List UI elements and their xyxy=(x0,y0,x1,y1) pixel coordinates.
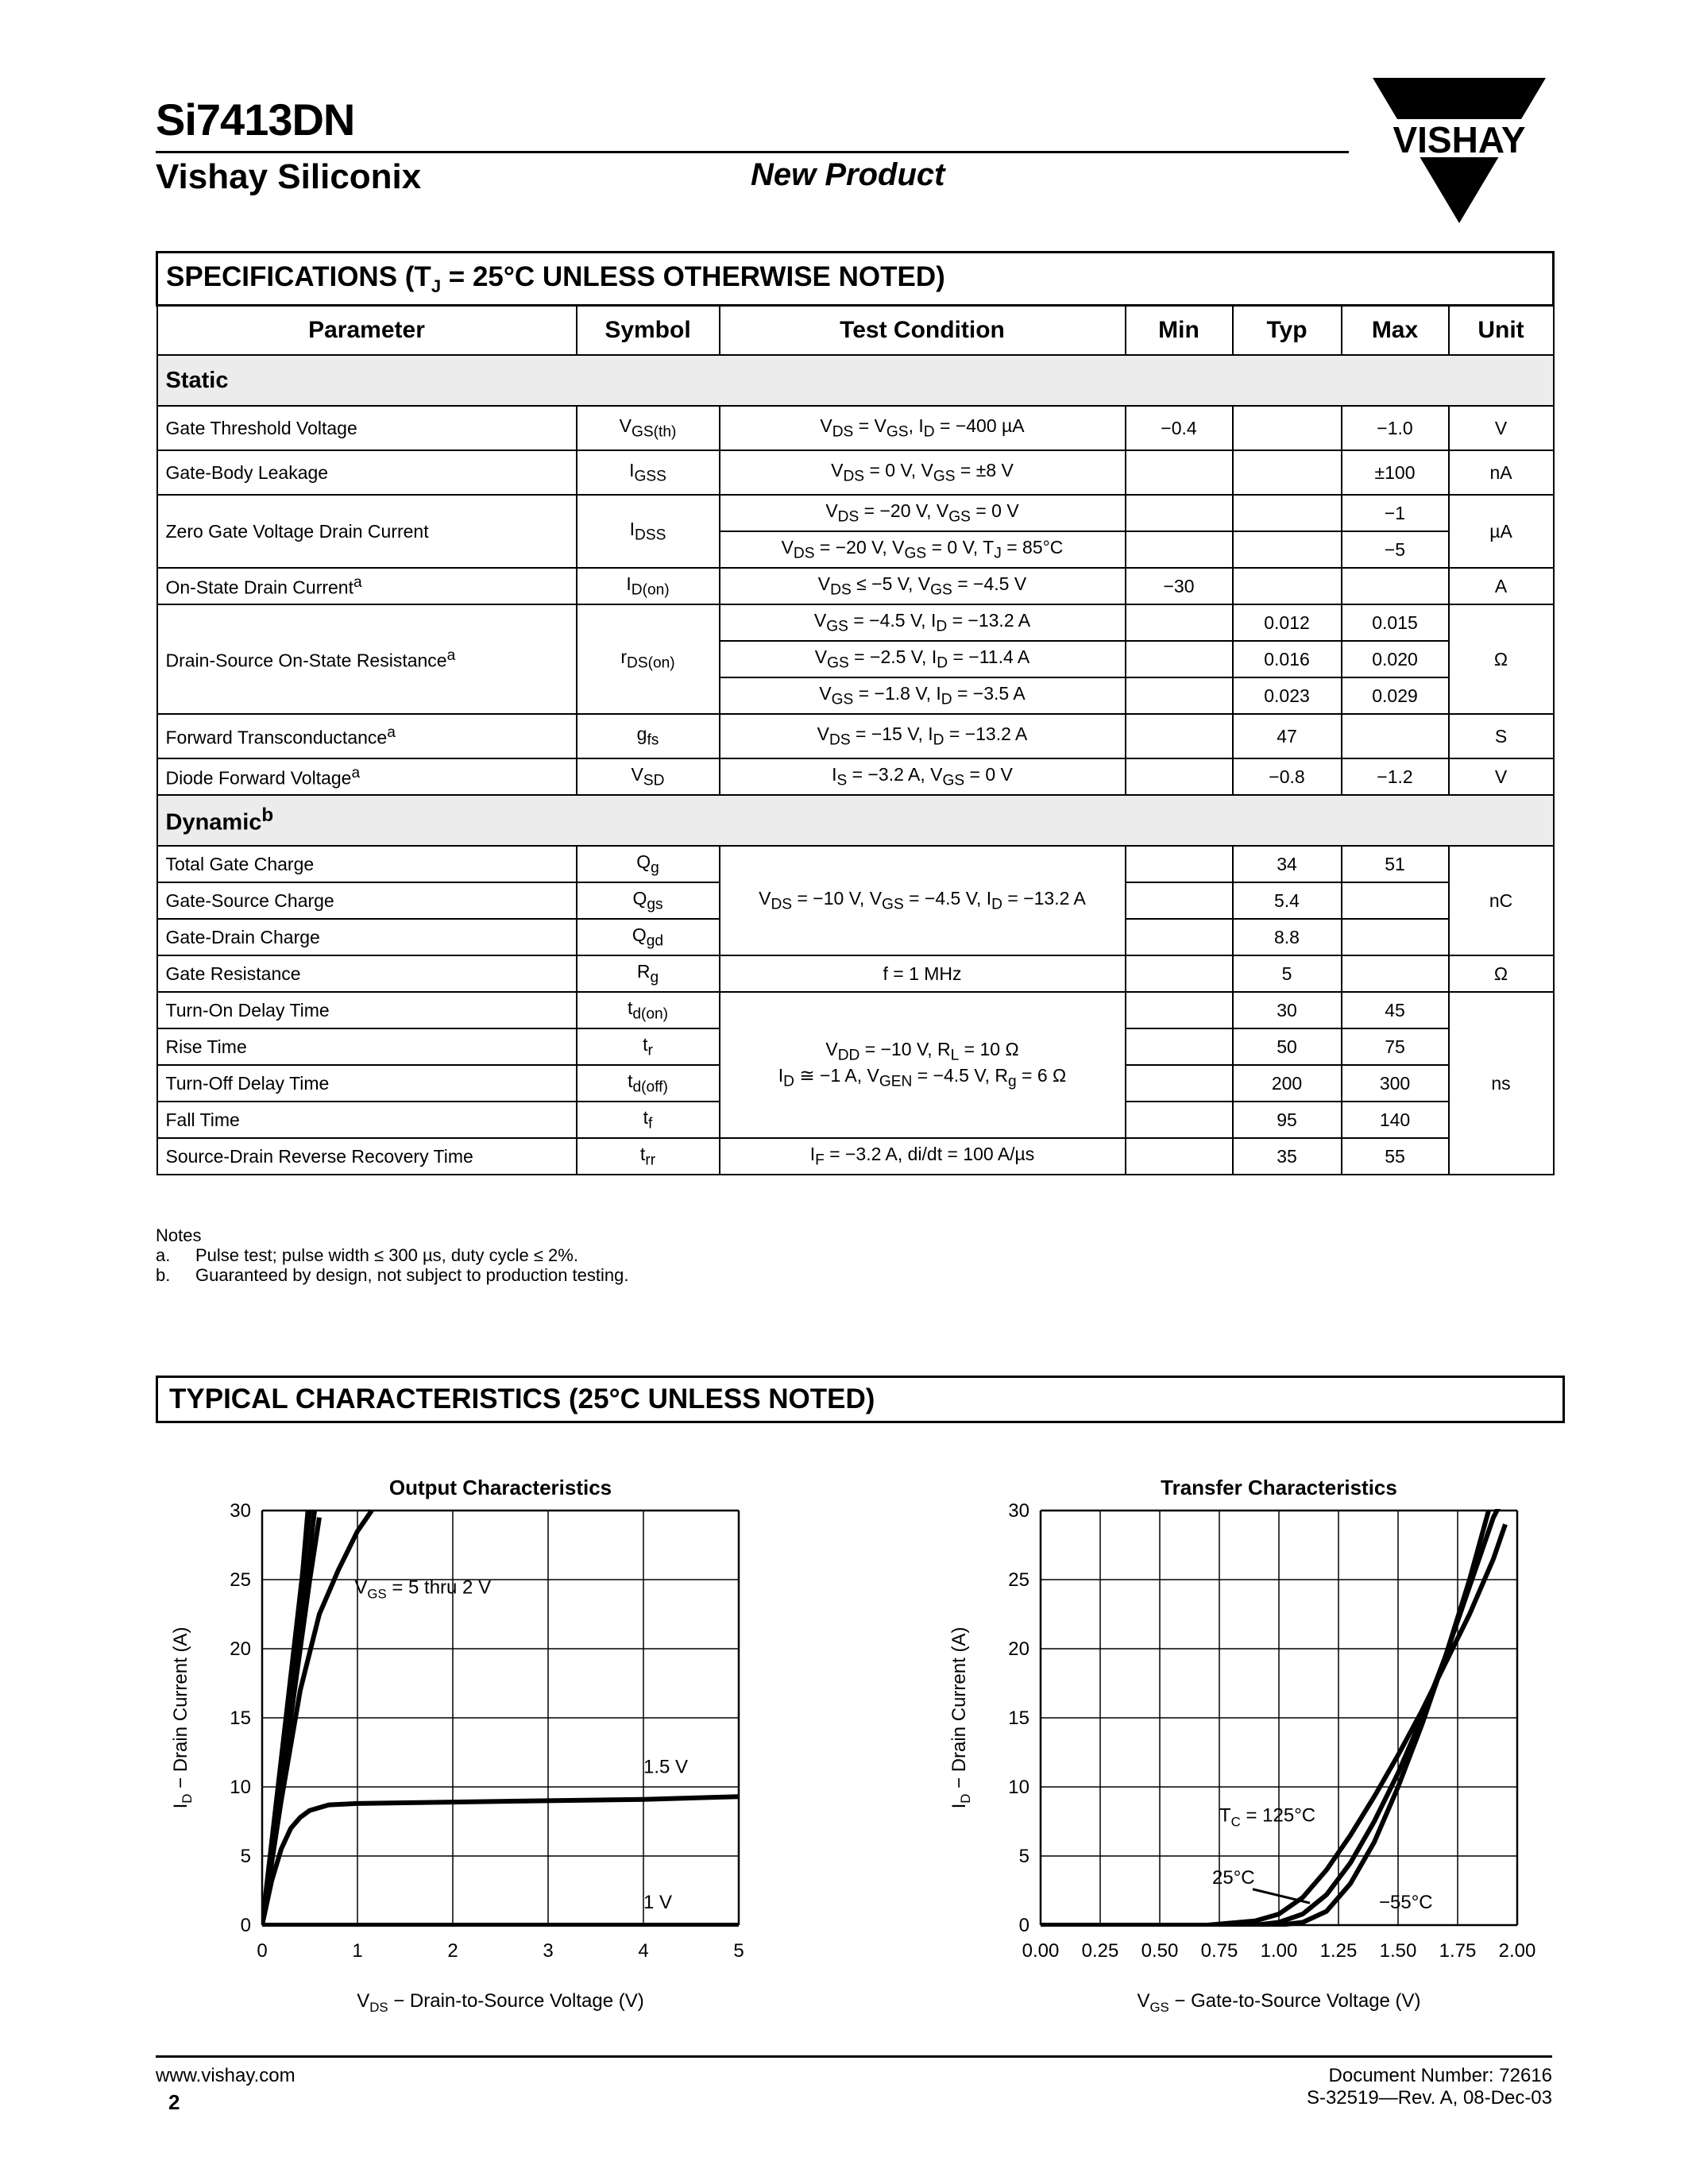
col-min: Min xyxy=(1126,306,1233,356)
x-tick-label: 1 xyxy=(352,1940,363,1962)
x-tick-label: 0.25 xyxy=(1081,1940,1119,1962)
table-row: Gate-Drain Charge $Q_{gd}$ 8.8 xyxy=(157,919,1554,955)
x-tick-label: 0.75 xyxy=(1200,1940,1238,1962)
table-row: $V_{GS} = -2.5$ V, $I_D = -11.4$ A 0.016 0.020 xyxy=(157,641,1554,677)
y-tick-label: 15 xyxy=(230,1707,251,1729)
notes: Notes a. Pulse test; pulse width ≤ 300 µs, duty cycle ≤ 2%. b. Guaranteed by design, not subject to production testing. xyxy=(156,1225,629,1285)
table-row: Gate Resistance $R_g$ f = 1 MHz 5 Ω xyxy=(157,955,1554,992)
col-symbol: Symbol xyxy=(577,306,720,356)
y-tick-label: 0 xyxy=(1018,1915,1029,1936)
table-row: Gate Threshold Voltage $V_{GS(th)}$ $V_{DS} = V_{GS}$, $I_D = -400$ µA −0.4 −1.0 V xyxy=(157,406,1554,450)
col-max: Max xyxy=(1342,306,1449,356)
table-row: $V_{GS} = -1.8$ V, $I_D = -3.5$ A 0.023 0.029 xyxy=(157,677,1554,714)
x-tick-label: 5 xyxy=(733,1940,744,1962)
y-axis-label: $I_D$ − Drain Current (A) xyxy=(948,1626,973,1809)
x-axis-label: $V_{DS}$ − Drain-to-Source Voltage (V) xyxy=(357,1990,644,2015)
col-unit: Unit xyxy=(1449,306,1554,356)
note-a: Pulse test; pulse width ≤ 300 µs, duty cycle ≤ 2%. xyxy=(195,1245,578,1265)
y-axis-label: $I_D$ − Drain Current (A) xyxy=(170,1626,195,1809)
x-tick-label: 1.75 xyxy=(1439,1940,1477,1962)
table-row: Turn-On Delay Time $t_{d(on)}$ $V_{DD} = -10$ V, $R_L = 10$ Ω $I_D$ ≅ −1 A, $V_{GEN} = -4.5$ V, $R_g = 6$ Ω 30 45 ns xyxy=(157,992,1554,1028)
col-parameter: Parameter xyxy=(157,306,577,356)
y-tick-label: 20 xyxy=(1008,1638,1029,1660)
x-tick-label: 2 xyxy=(447,1940,458,1962)
footer-url[interactable]: www.vishay.com xyxy=(156,2065,295,2086)
chart-annotation: −55°C xyxy=(1379,1892,1433,1914)
table-row: $V_{DS} = -20$ V, $V_{GS} = 0$ V, $T_J = 85^\circ C$ −5 xyxy=(157,531,1554,568)
table-row: Rise Time $t_r$ 50 75 xyxy=(157,1028,1554,1065)
table-row: Forward Transconductance$^a$ $g_{fs}$ $V_{DS} = -15$ V, $I_D = -13.2$ A 47 S xyxy=(157,714,1554,758)
table-row: Drain-Source On-State Resistance$^a$ $r_{DS(on)}$ $V_{GS} = -4.5$ V, $I_D = -13.2$ A 0.012 0.015 Ω xyxy=(157,604,1554,641)
chart-annotation: 25°C xyxy=(1212,1866,1255,1889)
table-row: Diode Forward Voltage$^a$ $V_{SD}$ $I_S = -3.2$ A, $V_{GS} = 0$ V −0.8 −1.2 V xyxy=(157,758,1554,795)
y-tick-label: 10 xyxy=(1008,1777,1029,1798)
section-static: Static xyxy=(157,355,1554,406)
table-row: Turn-Off Delay Time $t_{d(off)}$ 200 300 xyxy=(157,1065,1554,1102)
revision: S-32519—Rev. A, 08-Dec-03 xyxy=(1306,2087,1552,2109)
company-name: Vishay Siliconix xyxy=(156,157,422,196)
typical-characteristics-title: TYPICAL CHARACTERISTICS (25°C UNLESS NOTED) xyxy=(156,1376,1565,1423)
series-line-1 xyxy=(1041,1524,1505,1925)
part-number: Si7413DN xyxy=(156,95,355,145)
y-tick-label: 15 xyxy=(1008,1707,1029,1729)
footer-rule xyxy=(156,2055,1552,2058)
page-number: 2 xyxy=(168,2090,180,2114)
new-product-label: New Product xyxy=(751,157,945,192)
chart-annotation: $V_{GS} = 5$ thru 2 V xyxy=(354,1576,492,1602)
chart-annotation: $T_C = 125^\circ C$ xyxy=(1219,1804,1316,1830)
y-tick-label: 5 xyxy=(1018,1846,1029,1867)
col-test-condition: Test Condition xyxy=(720,306,1126,356)
x-tick-label: 1.00 xyxy=(1260,1940,1298,1962)
series-line-2 xyxy=(1041,1503,1501,1925)
notes-heading: Notes xyxy=(156,1225,202,1245)
col-typ: Typ xyxy=(1233,306,1342,356)
y-tick-label: 10 xyxy=(230,1777,251,1798)
note-b: Guaranteed by design, not subject to production testing. xyxy=(195,1265,629,1285)
logo-text: VISHAY xyxy=(1393,119,1526,160)
x-axis-label: $V_{GS}$ − Gate-to-Source Voltage (V) xyxy=(1137,1990,1421,2015)
x-tick-label: 4 xyxy=(638,1940,649,1962)
y-tick-label: 20 xyxy=(230,1638,251,1660)
x-tick-label: 0.50 xyxy=(1141,1940,1179,1962)
x-tick-label: 1.50 xyxy=(1379,1940,1417,1962)
table-row: Gate-Body Leakage $I_{GSS}$ $V_{DS} = 0$ V, $V_{GS} = \pm 8$ V ±100 nA xyxy=(157,450,1554,495)
table-row: Fall Time $t_f$ 95 140 xyxy=(157,1102,1554,1138)
y-tick-label: 25 xyxy=(230,1569,251,1591)
x-tick-label: 1.25 xyxy=(1319,1940,1358,1962)
y-tick-label: 30 xyxy=(1008,1500,1029,1522)
y-tick-label: 5 xyxy=(240,1846,251,1867)
table-row: Gate-Source Charge $Q_{gs}$ 5.4 xyxy=(157,882,1554,919)
y-tick-label: 0 xyxy=(240,1915,251,1936)
y-tick-label: 25 xyxy=(1008,1569,1029,1591)
y-tick-label: 30 xyxy=(230,1500,251,1522)
x-tick-label: 0.00 xyxy=(1022,1940,1060,1962)
x-tick-label: 0 xyxy=(257,1940,268,1962)
section-dynamic: Dynamic$^b$ xyxy=(157,795,1554,846)
chart-annotation: 1.5 V xyxy=(643,1756,689,1778)
table-row: Source-Drain Reverse Recovery Time $t_{rr}$ $I_F = -3.2$ A, di/dt = 100 A/µs 35 55 xyxy=(157,1138,1554,1175)
chart-annotation: 1 V xyxy=(643,1892,673,1914)
chart-title: Transfer Characteristics xyxy=(1161,1476,1397,1499)
x-tick-label: 3 xyxy=(543,1940,554,1962)
table-row: Zero Gate Voltage Drain Current $I_{DSS}$ $V_{DS} = -20$ V, $V_{GS} = 0$ V −1 µA xyxy=(157,495,1554,531)
table-row: On-State Drain Current$^a$ $I_{D(on)}$ $V_{DS} \le -5$ V, $V_{GS} = -4.5$ V −30 A xyxy=(157,568,1554,604)
x-tick-label: 2.00 xyxy=(1498,1940,1536,1962)
chart-title: Output Characteristics xyxy=(388,1476,612,1499)
document-number: Document Number: 72616 xyxy=(1328,2065,1552,2086)
spec-title: SPECIFICATIONS ($T_J = 25^\circ C$ UNLESS OTHERWISE NOTED) xyxy=(157,253,1554,306)
table-row: Total Gate Charge $Q_g$ $V_{DS} = -10$ V, $V_{GS} = -4.5$ V, $I_D = -13.2$ A 34 51 nC xyxy=(157,846,1554,882)
